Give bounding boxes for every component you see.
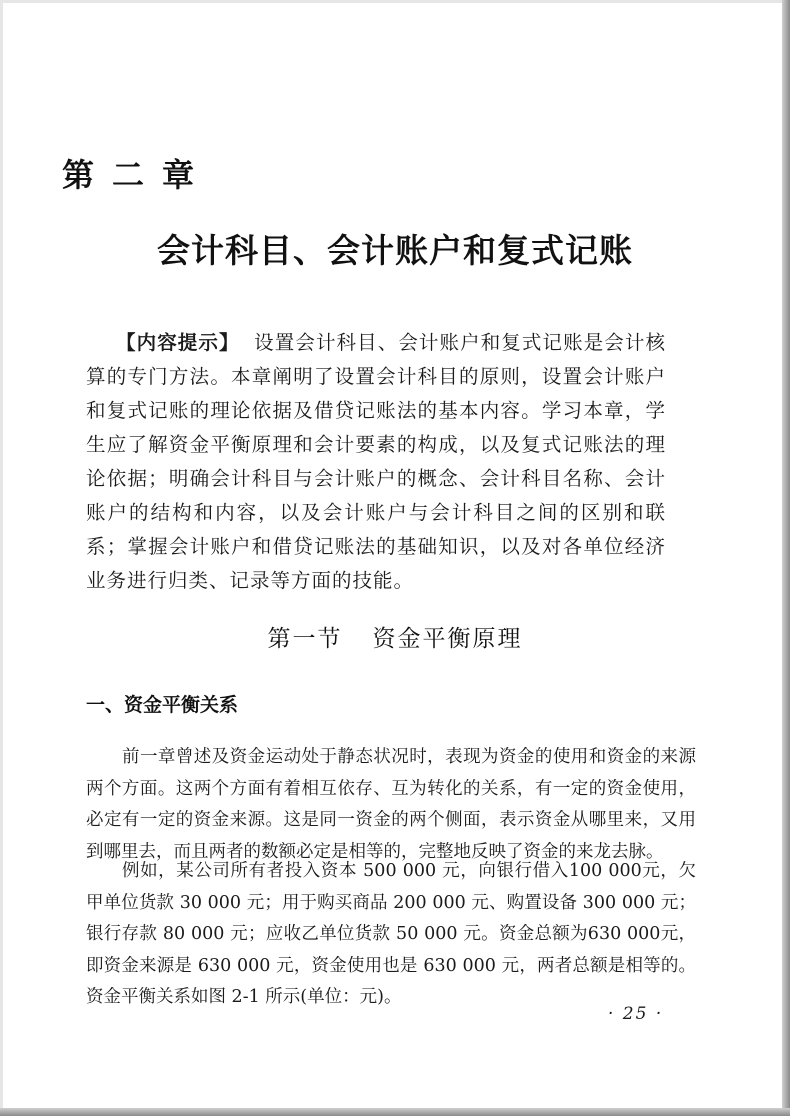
section-title: 资金平衡原理 — [372, 626, 523, 652]
page-edge-top — [0, 0, 782, 3]
section-number: 第一节 — [267, 626, 343, 652]
summary-text: 设置会计科目、会计账户和复式记账是会计核算的专门方法。本章阐明了设置会计科目的原则，设置会计账户和复式记账的理论依据及借贷记账法的基本内容。学习本章，学生应了解资金平衡原理和会计要素的构成，以及复式记账法的理论依据；明确会计科目与会计账户的概念、会计科目名称、会计账户的结构和内容，以及会计账户与会计科目之间的区别和联系；掌握会计账户和借贷记账法的基础知识，以及对各单位经济业务进行归类、记录等方面的技能。 — [86, 331, 666, 592]
subsection-heading: 一、资金平衡关系 — [86, 694, 239, 716]
page-edge-left — [0, 0, 3, 1108]
chapter-label: 第二章 — [62, 156, 213, 194]
page-number: · 25 · — [608, 1004, 664, 1024]
body-paragraph: 前一章曾述及资金运动处于静态状况时，表现为资金的使用和资金的来源两个方面。这两个方面有着相互依存、互为转化的关系，有一定的资金使用，必定有一定的资金来源。这是同一资金的两个侧面，表示资金从哪里来，又用到哪里去，而且两者的数额必定是相等的，完整地反映了资金的来龙去脉。 — [86, 747, 696, 862]
summary-tag: 【内容提示】 — [116, 331, 240, 354]
section-heading — [0, 620, 790, 653]
page-shadow-bottom — [0, 1108, 790, 1116]
body-paragraph: 例如，某公司所有者投入资本 500 000 元，向银行借入100 000元，欠甲单位货款 30 000 元；用于购买商品 200 000 元、购置设备 300 000 元；银行存款 80 000 元；应收乙单位货款 50 000 元。资金总额为630 000元，即资金来源是 630 000 元，资金使用也是 630 000 元，两者总额是相等的。资金平衡关系如图 2-1 所示(单位：元)。 — [86, 861, 696, 1007]
page-shadow-right — [782, 0, 790, 1116]
chapter-title: 会计科目、会计账户和复式记账 — [157, 231, 633, 270]
content-summary — [86, 326, 666, 598]
